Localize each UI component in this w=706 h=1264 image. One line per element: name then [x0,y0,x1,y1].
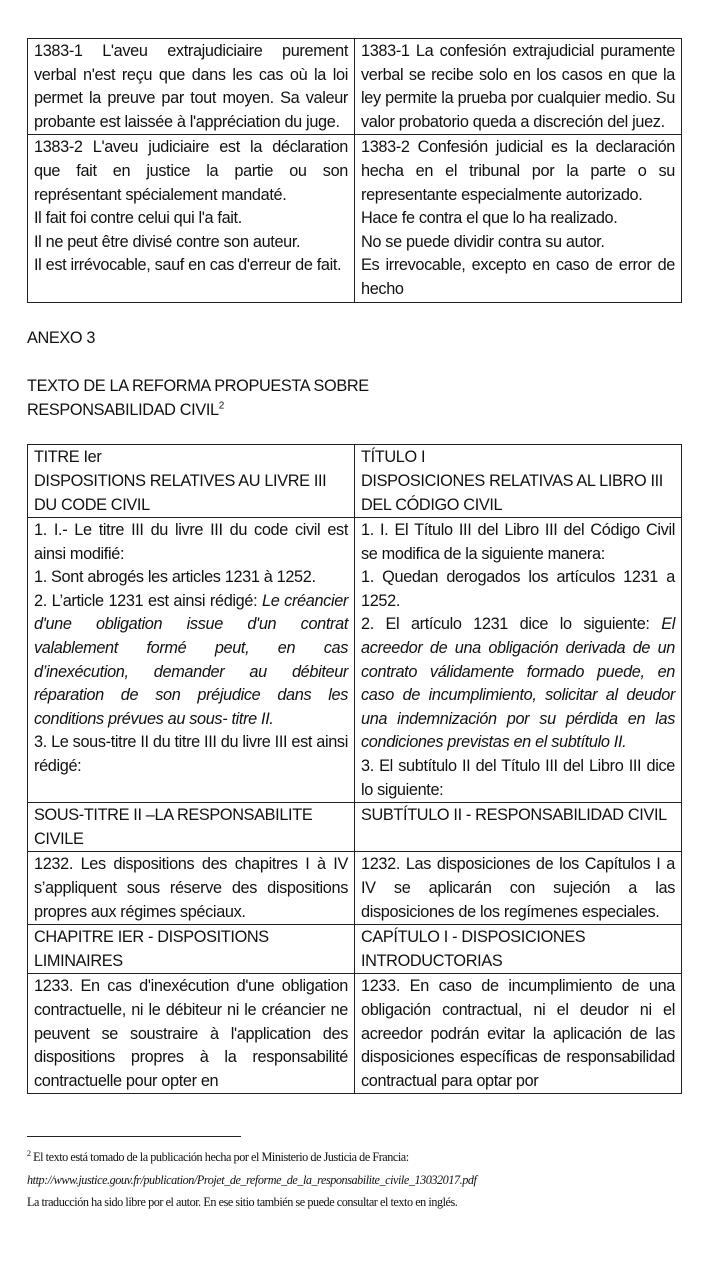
footnote-line [27,1146,687,1169]
table-row [28,135,682,302]
page-content [27,38,682,1094]
paragraph [361,613,675,755]
spanish-cell [355,925,682,974]
paragraph [34,590,348,732]
footnote-number: 2 [27,1148,31,1158]
french-cell [28,852,355,925]
spacer [27,422,682,444]
paragraph: 1383-2 L'aveu judiciaire est la déclaration que fait en justice la partie ou son représentant spécialement mandaté. [34,138,348,204]
paragraph: 1. I. El Título III del Libro III del Código Civil se modifica de la siguiente manera: [361,521,675,563]
paragraph: No se puede dividir contra su autor. [361,232,605,251]
paragraph: 1383-1 L'aveu extrajudiciaire purement verbal n'est reçu que dans les cas où la loi permet la preuve par tout moyen. Sa valeur probante est laissée à l'appréciation du juge. [34,42,348,131]
paragraph: 3. Le sous-titre II du titre III du livre III est ainsi rédigé: [34,733,348,776]
spanish-cell [355,518,682,803]
table-row [28,39,682,135]
paragraph: Hace fe contra el que lo ha realizado. [361,209,618,228]
french-cell [28,39,355,135]
bilingual-table-articles-1383 [27,38,682,303]
reform-title-text: RESPONSABILIDAD CIVIL [27,400,219,419]
paragraph: 1. Sont abrogés les articles 1231 à 1252. [34,568,316,587]
spanish-cell [355,39,682,135]
bilingual-table-reform [27,444,682,1094]
text: 2. L’article 1231 est ainsi rédigé: [34,591,263,610]
french-cell [28,803,355,852]
table-row [28,974,682,1094]
table-row [28,925,682,974]
text: 2. El artículo 1231 dice lo siguiente: [361,615,662,634]
french-cell [28,135,355,302]
paragraph: 1. Quedan derogados los artículos 1231 a 1252. [361,568,675,610]
table-row [28,445,682,518]
reform-title-line-2 [27,399,682,423]
heading-line: TITRE Ier [34,448,102,467]
heading-line: DISPOSITIONS RELATIVES AU LIVRE III [34,471,327,490]
footnote [27,1146,687,1214]
paragraph: 1383-2 Confesión judicial es la declaración hecha en el tribunal por la parte o su representante especialmente autorizado. [361,138,675,204]
heading-line: SUBTÍTULO II - RESPONSABILIDAD CIVIL [361,806,667,825]
reform-title-line-1: TEXTO DE LA REFORMA PROPUESTA SOBRE [27,377,369,396]
heading-line: DEL CÓDIGO CIVIL [361,495,503,514]
paragraph: 1232. Las disposiciones de los Capítulos I a IV se aplicarán con sujeción a las disposiciones de los regímenes especiales. [361,855,675,921]
heading-line: CAPÍTULO I - DISPOSICIONES [361,928,586,947]
heading-line: DISPOSICIONES RELATIVAS AL LIBRO III [361,471,663,490]
paragraph: 1232. Les dispositions des chapitres I à IV s’appliquent sous réserve des dispositions propres aux régimes spéciaux. [34,855,348,921]
italic-text: El acreedor de una obligación derivada de un contrato válidamente formado puede, en caso de incumplimiento, solicitar al deudor una indemnización por su pérdida en las condiciones previstas en el subtítulo II. [361,615,675,752]
french-cell [28,974,355,1094]
paragraph: 1233. En caso de incumplimiento de una obligación contractual, ni el deudor ni el acreedor podrán evitar la aplicación de las disposiciones específicas de responsabilidad contractual para optar por [361,977,675,1090]
heading-line: SOUS-TITRE II –LA RESPONSABILITE [34,806,313,825]
footnote-separator [27,1136,241,1137]
heading-line: CIVILE [34,829,84,848]
footnote-line: La traducción ha sido libre por el autor. En ese sitio también se puede consultar el texto en inglés. [27,1195,458,1209]
paragraph: 1233. En cas d'inexécution d'une obligation contractuelle, ni le débiteur ni le créancier ne peuvent se soustraire à l'application des dispositions propres à la responsabilité contractuelle pour opter en [34,977,348,1090]
heading-line: CHAPITRE IER - DISPOSITIONS [34,928,269,947]
french-cell [28,518,355,803]
spanish-cell [355,135,682,302]
french-cell [28,925,355,974]
heading-line: DU CODE CIVIL [34,495,150,514]
paragraph: 1. I.- Le titre III du livre III du code civil est ainsi modifié: [34,521,348,563]
table-row [28,803,682,852]
paragraph: Es irrevocable, excepto en caso de error de hecho [361,256,675,298]
annex-heading: ANEXO 3 [27,328,96,347]
table-row [28,518,682,803]
footnote-url: http://www.justice.gouv.fr/publication/Projet_de_reforme_de_la_responsabilite_civile_13032017.pdf [27,1172,477,1187]
paragraph: 3. El subtítulo II del Título III del Libro III dice lo siguiente: [361,757,675,799]
paragraph: 1383-1 La confesión extrajudicial puramente verbal se recibe solo en los casos en que la ley permite la prueba por cualquier medio. Su valor probatorio queda a discreción del juez. [361,42,675,131]
paragraph: Il fait foi contre celui qui l'a fait. [34,209,242,228]
italic-text: Le créancier d'une obligation issue d'un contrat valablement formé peut, en cas d’inexécution, demander au débiteur réparation de son préjudice dans les conditions prévues au sous- titre II. [34,591,348,728]
spanish-cell [355,974,682,1094]
paragraph: Il ne peut être divisé contre son auteur. [34,232,301,251]
heading-line: INTRODUCTORIAS [361,951,503,970]
spanish-cell [355,852,682,925]
spanish-cell [355,803,682,852]
french-cell [28,445,355,518]
heading-line: LIMINAIRES [34,951,123,970]
paragraph: Il est irrévocable, sauf en cas d'erreur de fait. [34,256,342,275]
footnote-reference: 2 [218,400,224,412]
spanish-cell [355,445,682,518]
footnote-text: El texto está tomado de la publicación hecha por el Ministerio de Justicia de Francia: [30,1150,409,1164]
table-row [28,852,682,925]
heading-line: TÍTULO I [361,448,426,467]
